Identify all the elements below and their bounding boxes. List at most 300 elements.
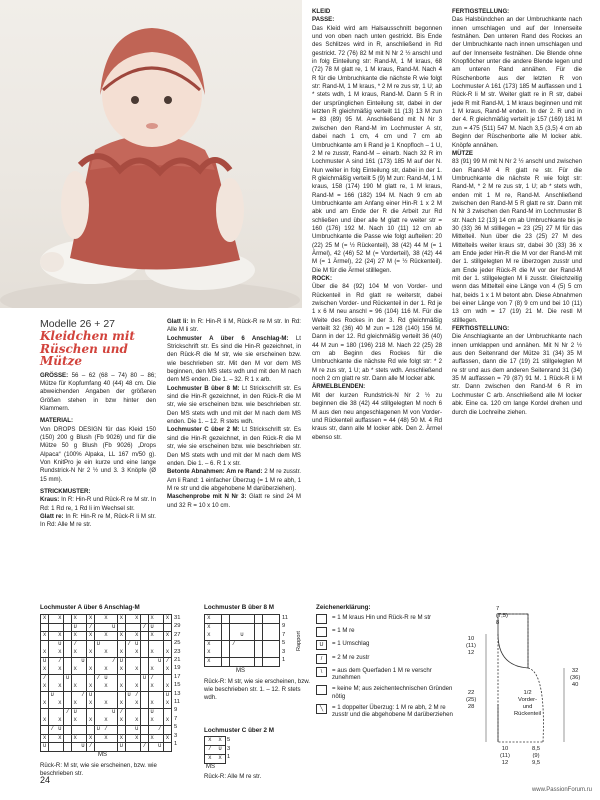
grid-cell: X [135,683,139,690]
grid-cell [164,709,171,717]
chart-c-row-numbers [227,736,230,762]
chart-b-title: Lochmuster B über 8 M [204,604,274,611]
grid-cell: X [89,717,93,724]
grid-cell [230,649,238,657]
row-number: 13 [174,690,181,697]
grid-cell: / [89,743,93,750]
grid-cell [64,641,71,649]
grid-cell [141,658,148,666]
grid-cell [222,649,230,657]
legend-item [316,685,456,700]
legend-symbol-icon: ╲ [316,704,327,714]
grid-cell [87,709,94,717]
grid-cell: U [42,657,47,664]
grid-cell: X [150,666,154,673]
grid-cell [118,692,125,700]
grid-cell: U [215,746,225,754]
grid-cell: X [215,755,225,763]
grid-cell [126,709,133,717]
grid-cell: X [205,615,213,623]
grid-cell [141,649,148,657]
grid-cell [118,641,125,649]
grid-cell: / [150,674,154,681]
grid-cell [156,709,163,717]
grid-cell [156,649,163,657]
grid-cell [41,726,48,734]
model-title: Modelle 26 + 27 [40,318,116,330]
grid-cell: / [73,640,77,647]
row-number: 7 [174,715,178,722]
grid-cell: X [165,615,170,621]
paragraph: Kraus: In R: Hin-R und Rück-R re M str. In Rd: 1 Rd re, 1 Rd li im Wechsel str. [40,496,156,512]
grid-cell [110,743,117,751]
grid-cell [133,709,140,717]
row-number: 31 [174,615,181,621]
grid-cell: / [65,708,70,715]
grid-cell: X [165,632,170,639]
grid-cell [79,624,86,632]
grid-cell [56,624,63,632]
legend-item [316,704,456,719]
grid-cell: X [58,632,62,639]
grid-cell [238,658,246,666]
grid-cell: U [112,708,116,715]
grid-cell [64,726,71,734]
grid-cell: X [58,615,62,621]
grid-cell: X [205,658,213,666]
row-number: 23 [174,648,181,655]
grid-cell [41,709,48,717]
grid-cell: / [58,657,62,664]
grid-cell [49,666,56,674]
legend-item [316,667,456,682]
grid-cell [255,632,263,640]
grid-cell [79,683,86,691]
grid-cell: X [135,666,139,673]
grid-cell [95,658,102,666]
grid-cell: / [127,640,131,647]
grid-cell [118,726,125,734]
legend-symbol-icon: U [316,640,327,650]
grid-cell [110,735,117,743]
grid-cell [141,735,148,743]
grid-cell [213,624,221,632]
grid-cell: / [135,691,139,698]
grid-cell [102,641,109,649]
grid-cell: U [238,632,246,640]
pattern-schematic [468,604,593,774]
grid-cell [64,743,71,751]
grid-cell [79,709,86,717]
paragraph: Betonte Abnahmen: Am re Rand: 2 M re zusstr. Am li Rand: 1 einfacher Überzug (= 1 M re abh, 1 M re str und die abgehobene M darüberziehen). [167,468,301,492]
legend-text: = keine M; aus zeichentechnischen Gründen nötig [332,685,453,700]
grid-cell: U [104,674,108,681]
grid-cell: X [58,649,62,656]
grid-cell: U [135,725,139,732]
grid-cell [79,666,86,674]
legend-symbol-icon [316,685,327,695]
grid-cell [141,666,148,674]
chart-c-ms: MS [206,764,215,770]
grid-cell [149,658,156,666]
paragraph: Die Anschlagkante an der Umbruchkante nach innen umklappen und annähen. Mit N Nr 2 ½ aus den Seitenrand der Mütze 31 (34) 35 M auffassen, dann die 17 (19) 21 stillgelegten M re str und aus dem anderen Seitenrand 31 (34) 35 M auffassen = 79 (87) 91 M. 1 Rück-R li M str. Dann zwischen den Rand-M 6 R im Lochmuster C arb. Anschließend alle M locker abk. Eine ca. 120 cm lange Kordel drehen und durch die Lochreihe ziehen. [452,333,582,416]
grid-cell: U [58,640,62,647]
grid-cell: U [89,691,93,698]
grid-cell: X [205,649,213,657]
grid-cell [126,743,133,751]
grid-cell [95,692,102,700]
grid-cell: X [58,666,62,673]
paragraph: Das Kleid wird am Halsausschnitt begonnen und von oben nach unten gestrickt. Bis Ende des Schlitzes wird in R, anschließend in Rd gestrickt. 72 (76) 82 M mit N Nr 2 ½ anschl und in folg Einteilung str: Rand-M, 1 M kraus, 68 (72) 78 M glatt re, 1 M kraus, Rand-M. Nach 4 R für die Umbruchkante die nächste R wie folgt str: Rand-M, 1 M kraus, * 2 M re zus str, 1 U; ab * stets wdh, 1 M kraus, Rand-M. Dann 5 R in der ursprünglichen Einteilung str, dabei in der letzten R gleichmäßig verteilt 11 (13) 13 M zun = 83 (89) 95 M. Anschließend mit N Nr 3 zwischen den Rand-M im Lochmuster A str, dabei nach 1 cm, 4 cm und 7 cm ab Umbruchkante am li Rand je 1 Knopfloch – 1 U, 2 M re zusstr, Rand-M – einarb. Nach 32 R im Lochmuster A sind 161 (173) 185 M auf der N. Nun weiter in folg Einteilung str, dabei in der 1. R gleichmäßig verteilt 5 (9) M zun: Rand-M, 1 M kraus, 158 (174) 190 M glatt re, 1 M kraus, Rand-M = 166 (182) 194 M. Nach 9 cm ab Umbruchkante am Anfang einer Hin-R 1 x 2 M abk und am Ende der R die Arbeit zur Rd schließen und über alle M glatt re weiter str = 160 (176) 192 M. Nach 10 (11) 12 cm ab Umbruchkante die Passe wie folgt aufteilen: 20 (22) 25 M (= ½ Rückenteil), 38 (42) 44 M (= 1 Ärmel), 42 (46) 52 M (= Vorderteil), 38 (42) 44 M (= 1 Ärmel), 22 (24) 27 M (= ½ Rückenteil). Die M für die Ärmel stilllegen. [312,24,442,274]
chart-a-row-numbers [174,614,180,749]
grid-cell [263,624,271,632]
grid-cell [149,692,156,700]
grid-cell [64,658,71,666]
grid-cell: X [104,615,108,621]
chart-a-ms: MS [98,752,107,758]
grid-cell: X [150,649,154,656]
grid-cell [149,641,156,649]
grid-cell: X [42,615,47,621]
grid-cell [49,700,56,708]
grid-cell [255,624,263,632]
grid-cell [64,735,71,743]
grid-cell [64,649,71,657]
grid-cell [64,615,71,623]
grid-cell [49,624,56,632]
grid-cell [95,666,102,674]
grid-cell [64,683,71,691]
column-4 [452,8,582,417]
grid-cell [156,641,163,649]
grid-cell: / [119,708,123,715]
paragraph: Das Halsbündchen an der Umbruchkante nach innen umschlagen und auf der Innenseite festnähen. Den unteren Rand des Rockes an der Umbruchkante nach innen umschlagen und auf der Innenseite festnähen. Die Blende ohne Knopflöcher unter die andere Blende legen und am unteren Rand annähen. Für die Rüschenborte aus der letzten R von Lochmuster A 161 (173) 185 M auffassen und 1 Rück-R li M str. Weiter glatt re in R str, dabei jede R mit Rand-M, 1 M kraus beginnen und mit 1 M kraus, Rand-M enden. In der 2. R und in der 4. R gleichmäßig verteilt je 157 (169) 181 M zun = 475 (511) 547 M. Nach 3,5 (3,5) 4 cm ab Beginn der Rüschenborte alle M locker abk. Knöpfe annähen. [452,16,582,149]
schematic-mid: 22 (25) 28 [466,690,477,710]
grid-cell: X [42,700,47,707]
grid-cell [246,615,254,623]
schematic-bottom-right: 8,5 (9) 9,5 [532,746,541,766]
grid-cell: U [119,743,123,750]
grid-cell [87,658,94,666]
grid-cell: X [89,666,93,673]
legend-text: = 1 Umschlag [332,640,370,648]
grid-cell [95,735,102,743]
grid-cell: X [165,666,170,673]
grid-cell [64,624,71,632]
row-number: 3 [282,648,286,655]
chart-b-grid [204,614,280,667]
grid-cell [41,641,48,649]
grid-cell [213,615,221,623]
row-number: 21 [174,657,181,664]
grid-cell [49,683,56,691]
grid-cell: X [135,717,139,724]
grid-cell: U [96,640,100,647]
grid-cell: U [150,623,154,630]
site-watermark: www.PassionForum.ru [531,787,592,793]
grid-cell: U [158,657,162,664]
grid-cell [102,658,109,666]
grid-cell: U [81,743,85,750]
grid-cell [263,658,271,666]
grid-cell [126,700,133,708]
grid-cell [126,675,133,683]
schematic-right: 32 (36) 40 [570,668,581,688]
column-1 [40,318,156,530]
grid-cell [126,615,133,623]
grid-cell [110,641,117,649]
grid-cell [141,683,148,691]
grid-cell [49,641,56,649]
grid-cell [64,632,71,640]
grid-cell [222,615,230,623]
grid-cell [164,743,171,751]
grid-cell: X [150,632,154,639]
grid-cell [64,717,71,725]
section-heading: FERTIGSTELLUNG: [452,8,510,15]
grid-cell [255,641,263,649]
grid-cell [230,615,238,623]
grid-cell [255,649,263,657]
grid-cell [49,735,56,743]
grid-cell: / [165,657,170,664]
grid-cell [222,624,230,632]
grid-cell: X [58,734,62,741]
legend-text: = 1 M re [332,627,355,635]
grid-cell [126,717,133,725]
grid-cell: U [150,708,154,715]
grid-cell [133,624,140,632]
grid-cell: U [165,691,170,698]
grid-cell [246,658,254,666]
chart-c-grid [204,736,226,764]
grid-cell [110,615,117,623]
grid-cell [56,709,63,717]
grid-cell [126,632,133,640]
grid-cell: X [119,615,123,621]
grid-cell [49,632,56,640]
grid-cell [149,743,156,751]
chart-a-note: Rück-R: M str, wie sie erscheinen, bzw. wie beschrieben str. [40,762,157,777]
grid-cell [271,632,279,640]
grid-cell [133,675,140,683]
grid-cell [141,615,148,623]
grid-cell [141,641,148,649]
grid-cell [255,658,263,666]
paragraph: 83 (91) 99 M mit N Nr 2 ½ anschl und zwischen den Rand-M 4 R glatt re str. Für die Umbruchkante die nächste R wie folgt str: Rand-M, * 2 M re zus str, 1 U; ab * stets wdh, enden mit 1 M re, Rand-M. Anschließend zwischen den Rand-M 5 R glatt re str. Dann mit N Nr 3 zwischen den Rand-M im Lochmuster B str. Nach 12 (13) 14 cm ab Umbruchkante bis je 30 (33) 36 M stilllegen = 23 (25) 27 M für das Mittelteil. Nun über die 23 (25) 27 M des Mittelteils weiter kraus str, dabei 30 (33) 36 x am Ende jeder Hin-R die M vor der Rand-M mit der 1. stillgelegten M re überzogen zusstr und am Ende jeder Rück-R die M vor der Rand-M mit der 1. stillgelegten M li zusstr. Gleichzeitig wenn das Mittelteil eine Länge von 4 (5) 5 cm hat, beids 1 x 1 M betont abn. Diese Abnahmen bei einer Länge von 7 (8) 9 cm und bei 10 (11) 13 cm wdh = 17 (19) 21 M. Die restl M stilllegen. [452,158,582,324]
grid-cell [222,632,230,640]
grid-cell: X [205,632,213,640]
grid-cell [87,726,94,734]
grid-cell: X [73,700,77,707]
baby-illustration [0,0,302,308]
grid-cell: X [119,683,123,690]
grid-cell: X [119,700,123,707]
grid-cell: X [58,700,62,707]
grid-cell: / [158,725,162,732]
row-number: 7 [282,631,286,638]
grid-cell: U [135,640,139,647]
grid-cell [126,666,133,674]
paragraph: Lochmuster C über 2 M: Lt Strickschrift str. Es sind die Hin-R gezeichnet, in den Rück-R die M str, wie sie erscheinen bzw. wie beschrieben str. Den MS stets wdh und mit der M nach dem MS enden. Die 1. – 6. R 1 x str. [167,426,302,467]
grid-cell [110,700,117,708]
grid-cell: X [104,666,108,673]
grid-cell [141,726,148,734]
grid-cell: / [89,623,93,630]
grid-cell [87,641,94,649]
grid-cell: X [42,632,47,639]
grid-cell: X [104,632,108,639]
grid-cell: X [42,683,47,690]
grid-cell [255,615,263,623]
grid-cell [72,692,79,700]
grid-cell [133,658,140,666]
grid-cell: X [58,683,62,690]
grid-cell [95,624,102,632]
grid-cell: X [119,734,123,741]
grid-cell [141,709,148,717]
grid-cell: U [65,674,70,681]
grid-cell: X [73,683,77,690]
grid-cell [49,675,56,683]
grid-cell [126,735,133,743]
section-heading: MÜTZE [452,149,473,157]
grid-cell [41,692,48,700]
row-number: 19 [174,665,181,672]
grid-cell: X [73,649,77,656]
row-number: 15 [174,682,181,689]
row-number: 11 [282,615,289,621]
grid-cell: U [119,657,123,664]
grid-cell: X [73,734,77,741]
grid-cell: X [135,649,139,656]
grid-cell [156,717,163,725]
grid-cell [49,649,56,657]
grid-cell: X [89,700,93,707]
chart-c-title: Lochmuster C über 2 M [204,727,274,734]
grid-cell [246,649,254,657]
grid-cell [110,632,117,640]
grid-cell [263,615,271,623]
grid-cell [246,641,254,649]
model-subtitle-line1: Kleidchen mit [40,329,135,343]
legend-item [316,654,456,664]
grid-cell [49,615,56,623]
grid-cell [72,726,79,734]
grid-cell: X [205,624,213,632]
grid-cell [49,658,56,666]
grid-cell [271,649,279,657]
grid-cell [222,658,230,666]
row-number: 5 [227,737,231,743]
row-number: 9 [282,623,286,630]
row-number: 5 [282,640,286,647]
grid-cell: X [89,683,93,690]
grid-cell [72,743,79,751]
grid-cell [156,683,163,691]
legend-text: = 2 M re zustr [332,653,370,661]
legend-symbol-icon [316,627,327,637]
grid-cell [102,692,109,700]
grid-cell: X [135,632,139,639]
grid-cell: X [89,632,93,639]
paragraph: Mit der kurzen Rundstrick-N Nr 2 ½ zu beginnen die 38 (42) 44 stillgelegten M noch 6 M aus den neu angeschlagenen M von Vorder- und Rückenteil auffassen = 44 (48) 50 M. 4 Rd kraus str, dann alle M locker abk. Den 2. Ärmel ebenso str. [312,391,442,441]
schematic-label: 1/2 Vorder- und Rückenteil [514,690,542,717]
grid-cell: X [104,717,108,724]
chart-a-title: Lochmuster A über 6 Anschlag-M [40,604,140,611]
grid-cell [126,649,133,657]
grid-cell [79,641,86,649]
grid-cell [141,717,148,725]
grid-cell [238,649,246,657]
grid-cell [102,743,109,751]
grid-cell [79,735,86,743]
grid-cell [110,649,117,657]
grid-cell: X [73,632,77,639]
grid-cell: X [104,734,108,741]
grid-cell [271,658,279,666]
grid-cell: X [165,683,170,690]
model-subtitle [40,330,156,368]
paragraph: Glatt re: In R: Hin-R re M, Rück-R li M str. In Rd: Alle M re str. [40,513,156,529]
grid-cell: U [142,674,146,681]
grid-cell [133,743,140,751]
legend-item [316,614,456,624]
row-number: 27 [174,631,181,638]
row-number: 3 [174,732,178,739]
grid-cell: X [135,700,139,707]
chart-a-grid [40,614,172,752]
grid-cell [110,717,117,725]
grid-cell: U [112,623,116,630]
grid-cell [238,615,246,623]
row-number: 29 [174,623,181,630]
section-heading: ÄRMELBLENDEN: [312,383,366,391]
grid-cell [110,726,117,734]
grid-cell: X [104,700,108,707]
legend-item [316,627,456,637]
grid-cell [79,700,86,708]
grid-cell: X [89,649,93,656]
grid-cell: X [215,737,225,745]
grid-cell [246,632,254,640]
schematic-top: 7 (7,5) 8 [496,606,508,626]
grid-cell: X [42,717,47,724]
grid-cell [141,700,148,708]
row-number: 1 [282,657,286,664]
paragraph: Lochmuster B über 8 M: Lt Strickschrift str. Es sind die Hin-R gezeichnet, in den Rück-R die M str, wie sie erscheinen bzw. wie beschrieben str. Den MS stets wdh und mit der M nach dem MS enden. Die 1. – 12. R stets wdh. [167,384,302,426]
grid-cell: X [150,717,154,724]
model-subtitle-line2: Rüschen und Mütze [40,341,128,368]
grid-cell: X [119,632,123,639]
grid-cell [213,658,221,666]
grid-cell [87,675,94,683]
column-2 [167,318,301,510]
legend-symbol-icon [316,614,327,624]
grid-cell [164,641,171,649]
grid-cell [41,624,48,632]
grid-cell: / [205,746,215,754]
grid-cell [126,726,133,734]
baby-photo [0,0,302,308]
chart-b-ms: MS [236,668,245,674]
section-heading: PASSE: [312,16,335,24]
column-3 [312,8,442,442]
grid-cell: U [73,708,77,715]
grid-cell [156,700,163,708]
grid-cell [110,692,117,700]
grid-cell [238,641,246,649]
